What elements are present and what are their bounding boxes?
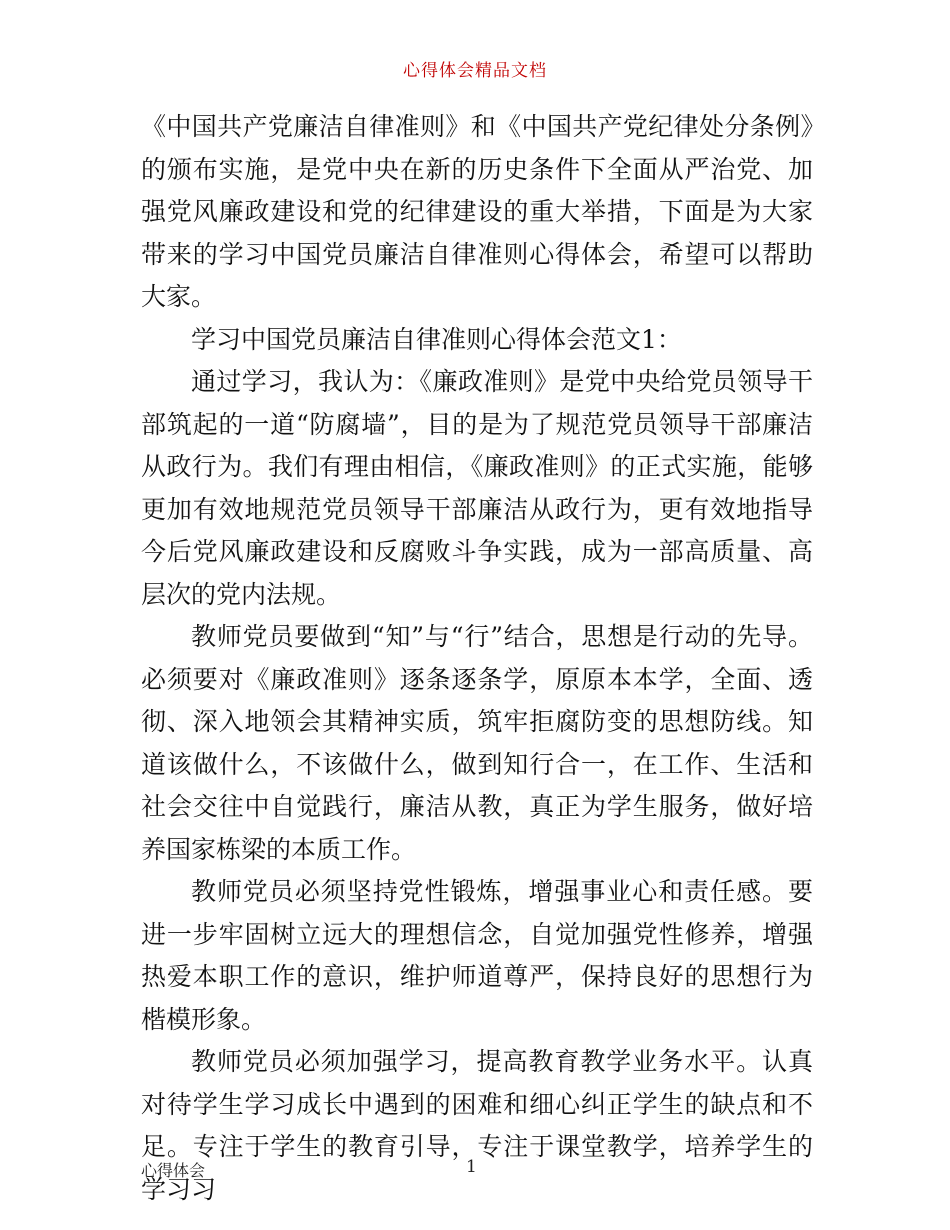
page-number: 1 xyxy=(466,1157,477,1177)
paragraph-intro: 《中国共产党廉洁自律准则》和《中国共产党纪律处分条例》的颁布实施，是党中央在新的历史条件下全面从严治党、加强党风廉政建设和党的纪律建设的重大举措，下面是为大家带来的学习中国党员廉洁自律准则心得体会，希望可以帮助大家。 xyxy=(141,112,813,311)
paragraph-3: 教师党员必须坚持党性锻炼，增强事业心和责任感。要进一步牢固树立远大的理想信念，自觉加强党性修养，增强热爱本职工作的意识，维护师道尊严，保持良好的思想行为楷模形象。 xyxy=(141,877,813,1034)
paragraph-2: 教师党员要做到“知”与“行”结合，思想是行动的先导。必须要对《廉政准则》逐条逐条学，原原本本学，全面、透彻、深入地领会其精神实质，筑牢拒腐防变的思想防线。知道该做什么，不该做什么，做到知行合一，在工作、生活和社会交往中自觉践行，廉洁从教，真正为学生服务，做好培养国家栋梁的本质工作。 xyxy=(141,622,813,864)
paragraph-1: 通过学习，我认为：《廉政准则》是党中央给党员领导干部筑起的一道“防腐墙”，目的是为了规范党员领导干部廉洁从政行为。我们有理由相信，《廉政准则》的正式实施，能够更加有效地规范党员领导干部廉洁从政行为，更有效地指导今后党风廉政建设和反腐败斗争实践，成为一部高质量、高层次的党内法规。 xyxy=(141,367,813,609)
footer-label: 心得体会 xyxy=(141,1161,206,1180)
paragraph-4: 教师党员必须加强学习，提高教育教学业务水平。认真对待学生学习成长中遇到的困难和细心纠正学生的缺点和不足。专注于学生的教育引导，专注于课堂教学，培养学生的学习习 xyxy=(141,1047,813,1204)
paragraph-section-heading: 学习中国党员廉洁自律准则心得体会范文1： xyxy=(191,324,682,354)
page-header-title: 心得体会精品文档 xyxy=(403,61,547,81)
document-body xyxy=(141,106,813,1211)
